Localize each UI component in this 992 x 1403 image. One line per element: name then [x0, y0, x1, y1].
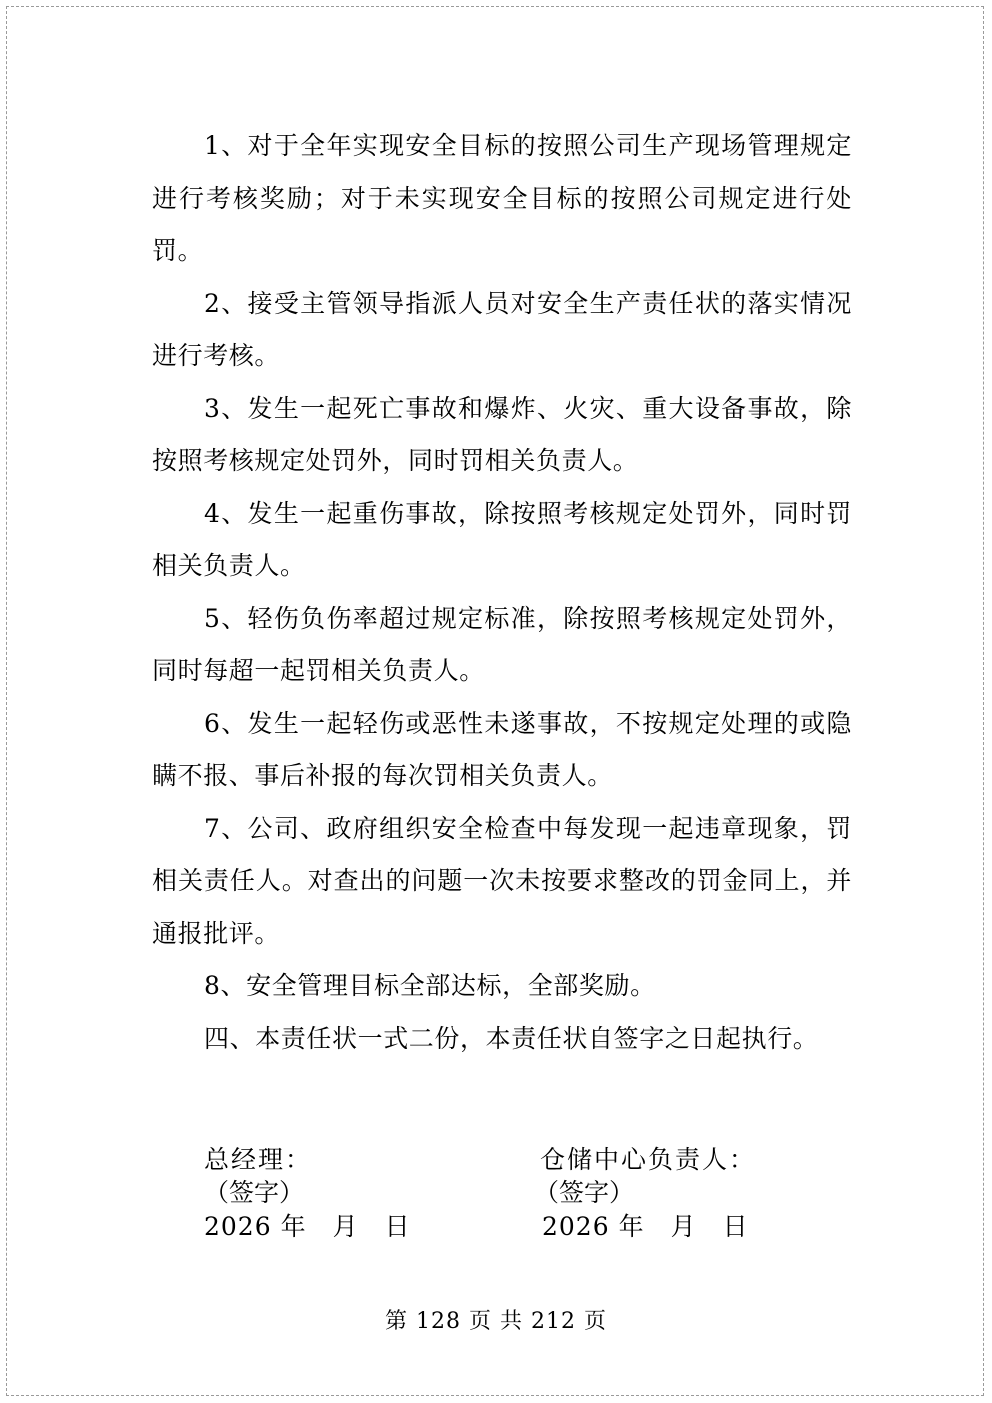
clause-5: 5、轻伤负伤率超过规定标准，除按照考核规定处罚外，同时每超一起罚相关负责人。 — [152, 603, 852, 685]
clause-8: 8、安全管理目标全部达标，全部奖励。 — [204, 971, 656, 1000]
clause-4: 4、发生一起重伤事故，除按照考核规定处罚外，同时罚相关负责人。 — [152, 498, 852, 580]
clause-2: 2、接受主管领导指派人员对安全生产责任状的落实情况进行考核。 — [152, 288, 852, 370]
section-four: 四、本责任状一式二份，本责任状自签字之日起执行。 — [204, 1023, 819, 1053]
signature-label: （签字） — [534, 1178, 635, 1207]
signatory-title: 总经理： — [204, 1145, 313, 1174]
document-body — [152, 120, 852, 1065]
signature-date: 2026 年 月 日 — [542, 1212, 749, 1241]
page-number: 第 128 页 共 212 页 — [385, 1309, 607, 1334]
clause-7: 7、公司、政府组织安全检查中每发现一起违章现象，罚相关责任人。对查出的问题一次未按要求整改的罚金同上，并通报批评。 — [152, 813, 852, 948]
signature-label: （签字） — [204, 1178, 305, 1207]
clause-3: 3、发生一起死亡事故和爆炸、火灾、重大设备事故，除按照考核规定处罚外，同时罚相关负责人。 — [152, 393, 852, 475]
clause-6: 6、发生一起轻伤或恶性未遂事故，不按规定处理的或隐瞒不报、事后补报的每次罚相关负责人。 — [152, 708, 852, 790]
signature-date: 2026 年 月 日 — [204, 1212, 411, 1241]
clause-1: 1、对于全年实现安全目标的按照公司生产现场管理规定进行考核奖励；对于未实现安全目标的按照公司规定进行处罚。 — [152, 131, 852, 265]
signatory-title: 仓储中心负责人： — [540, 1145, 757, 1174]
